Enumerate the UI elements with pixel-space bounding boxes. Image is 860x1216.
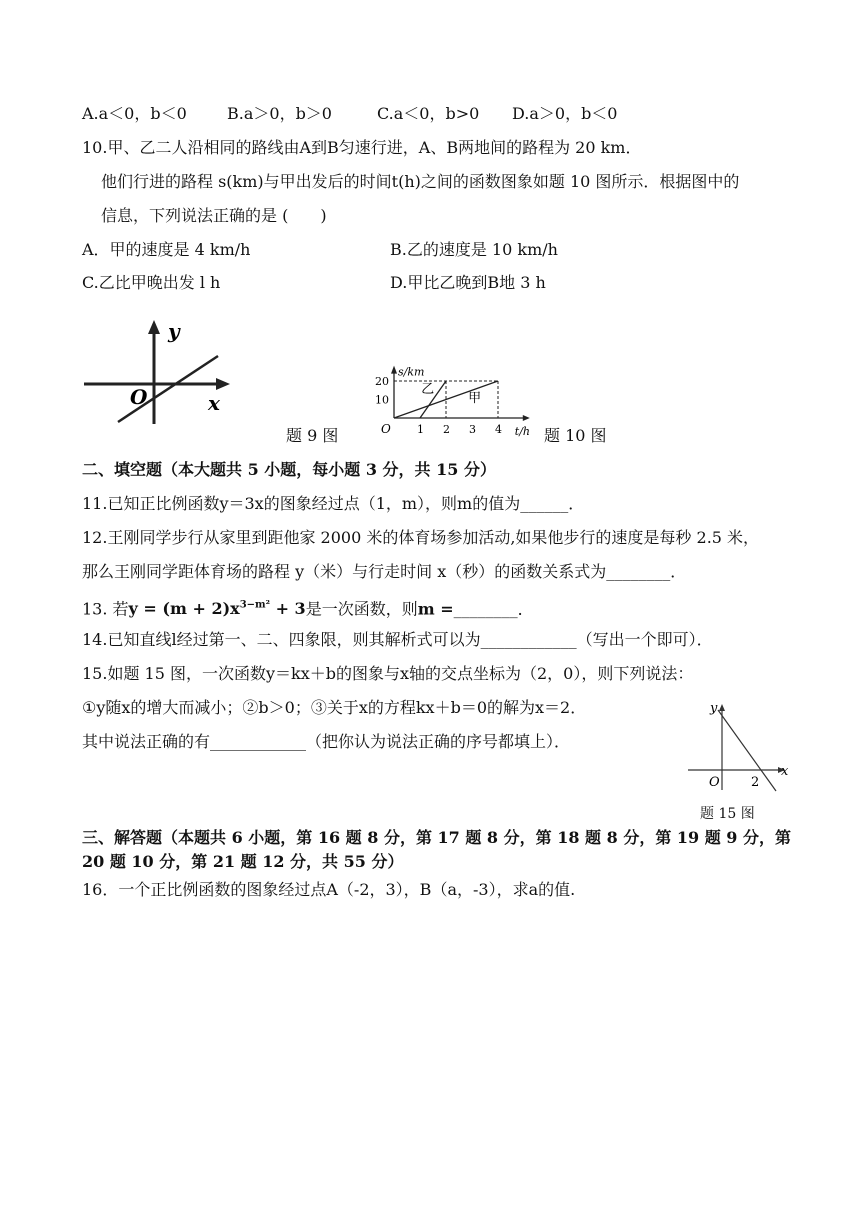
q9-option-d: D.a＞0，b＜0 bbox=[512, 104, 618, 123]
figure-15-caption: 题 15 图 bbox=[700, 806, 755, 822]
figure-9 bbox=[80, 318, 240, 428]
q13-prefix: 13. 若 bbox=[82, 599, 129, 619]
section3-title-line1: 三、解答题（本题共 6 小题，第 16 题 8 分，第 17 题 8 分，第 18 题 8 分，第 19 题 9 分，第 bbox=[82, 828, 791, 847]
series-label-yi: 乙 bbox=[421, 382, 435, 398]
q16-text: 16．一个正比例函数的图象经过点A（-2，3），B（a，-3），求a的值. bbox=[82, 880, 576, 899]
q13-formula-base: y = (m + 2)x bbox=[128, 599, 240, 619]
q9-options-row bbox=[82, 103, 618, 125]
q10-option-d: D.甲比乙晚到B地 3 h bbox=[390, 273, 546, 292]
q13-mid: 是一次函数，则 bbox=[305, 599, 418, 619]
q9-option-b: B.a＞0，b＞0 bbox=[227, 104, 332, 123]
section3-title-line2: 20 题 10 分，第 21 题 12 分，共 55 分） bbox=[82, 852, 404, 871]
y-tick-label-20: 20 bbox=[375, 375, 389, 388]
q13-text bbox=[82, 595, 534, 620]
q15-line3: 其中说法正确的有____________（把你认为说法正确的序号都填上）． bbox=[82, 732, 571, 751]
q10-option-c: C.乙比甲晚出发 l h bbox=[82, 273, 221, 292]
y-tick-label-10: 10 bbox=[375, 393, 389, 407]
q13-m: m = bbox=[417, 599, 454, 619]
x-tick-label-4: 4 bbox=[495, 423, 502, 436]
q10-line1: 10.甲、乙二人沿相同的路线由A到B匀速行进，A、B两地间的路程为 20 km． bbox=[82, 138, 642, 157]
origin-label: O bbox=[381, 422, 391, 436]
y-axis-label: s/km bbox=[398, 365, 425, 379]
q10-line3: 信息，下列说法正确的是 ( ) bbox=[101, 206, 327, 225]
q11-text: 11.已知正比例函数y＝3x的图象经过点（1，m），则m的值为______． bbox=[82, 494, 585, 513]
q13-formula-exponent: 3−m² bbox=[239, 600, 270, 611]
fig15-origin-label: O bbox=[709, 775, 720, 790]
q10-option-b: B.乙的速度是 10 km/h bbox=[390, 240, 558, 259]
q14-text: 14.已知直线l经过第一、二、四象限，则其解析式可以为____________（写出一个即可）． bbox=[82, 630, 713, 649]
fig15-y-label: y bbox=[710, 701, 718, 716]
x-axis-arrow-icon bbox=[523, 415, 530, 421]
q15-line2: ①y随x的增大而减小；②b＞0；③关于x的方程kx＋b＝0的解为x＝2． bbox=[82, 698, 587, 717]
fig9-y-label: y bbox=[168, 319, 180, 343]
q13-formula-plus: + 3 bbox=[270, 599, 306, 619]
fig15-x-label: x bbox=[781, 764, 789, 779]
q10-option-a: A．甲的速度是 4 km/h bbox=[82, 240, 251, 259]
q13-blank: ________． bbox=[453, 599, 534, 619]
figure-9-caption: 题 9 图 bbox=[286, 426, 339, 445]
fig9-origin-label: O bbox=[130, 385, 148, 409]
figure-10-caption: 题 10 图 bbox=[544, 426, 607, 445]
fig9-y-arrow-icon bbox=[148, 320, 160, 334]
q10-line2: 他们行进的路程 s(km)与甲出发后的时间t(h)之间的函数图象如题 10 图所示．根据图中的 bbox=[101, 172, 740, 191]
figure-10-chart bbox=[368, 310, 540, 442]
q12-line1: 12.王刚同学步行从家里到距他家 2000 米的体育场参加活动,如果他步行的速度是每秒 2.5 米， bbox=[82, 528, 760, 547]
x-tick-label-2: 2 bbox=[443, 423, 450, 436]
q15-line1: 15.如题 15 图，一次函数y＝kx＋b的图象与x轴的交点坐标为（2，0），则下列说法： bbox=[82, 664, 694, 683]
fig15-tick-label: 2 bbox=[751, 775, 760, 790]
x-tick-label-1: 1 bbox=[417, 423, 424, 436]
section2-title: 二、填空题（本大题共 5 小题，每小题 3 分，共 15 分） bbox=[82, 460, 496, 479]
x-tick-label-3: 3 bbox=[469, 423, 476, 436]
q12-line2: 那么王刚同学距体育场的路程 y（米）与行走时间 x（秒）的函数关系式为________． bbox=[82, 562, 687, 581]
q9-option-c: C.a＜0，b>0 bbox=[377, 104, 480, 123]
figure-15 bbox=[684, 698, 794, 794]
y-axis-arrow-icon bbox=[391, 366, 397, 374]
series-label-jia: 甲 bbox=[468, 391, 482, 407]
fig15-y-arrow-icon bbox=[719, 704, 725, 711]
q13-formula bbox=[129, 599, 306, 618]
fig15-line bbox=[718, 710, 776, 791]
fig9-x-arrow-icon bbox=[216, 378, 230, 390]
x-axis-label: t/h bbox=[514, 425, 531, 438]
q9-option-a: A.a＜0，b＜0 bbox=[82, 104, 187, 123]
fig9-x-label: x bbox=[208, 391, 220, 415]
